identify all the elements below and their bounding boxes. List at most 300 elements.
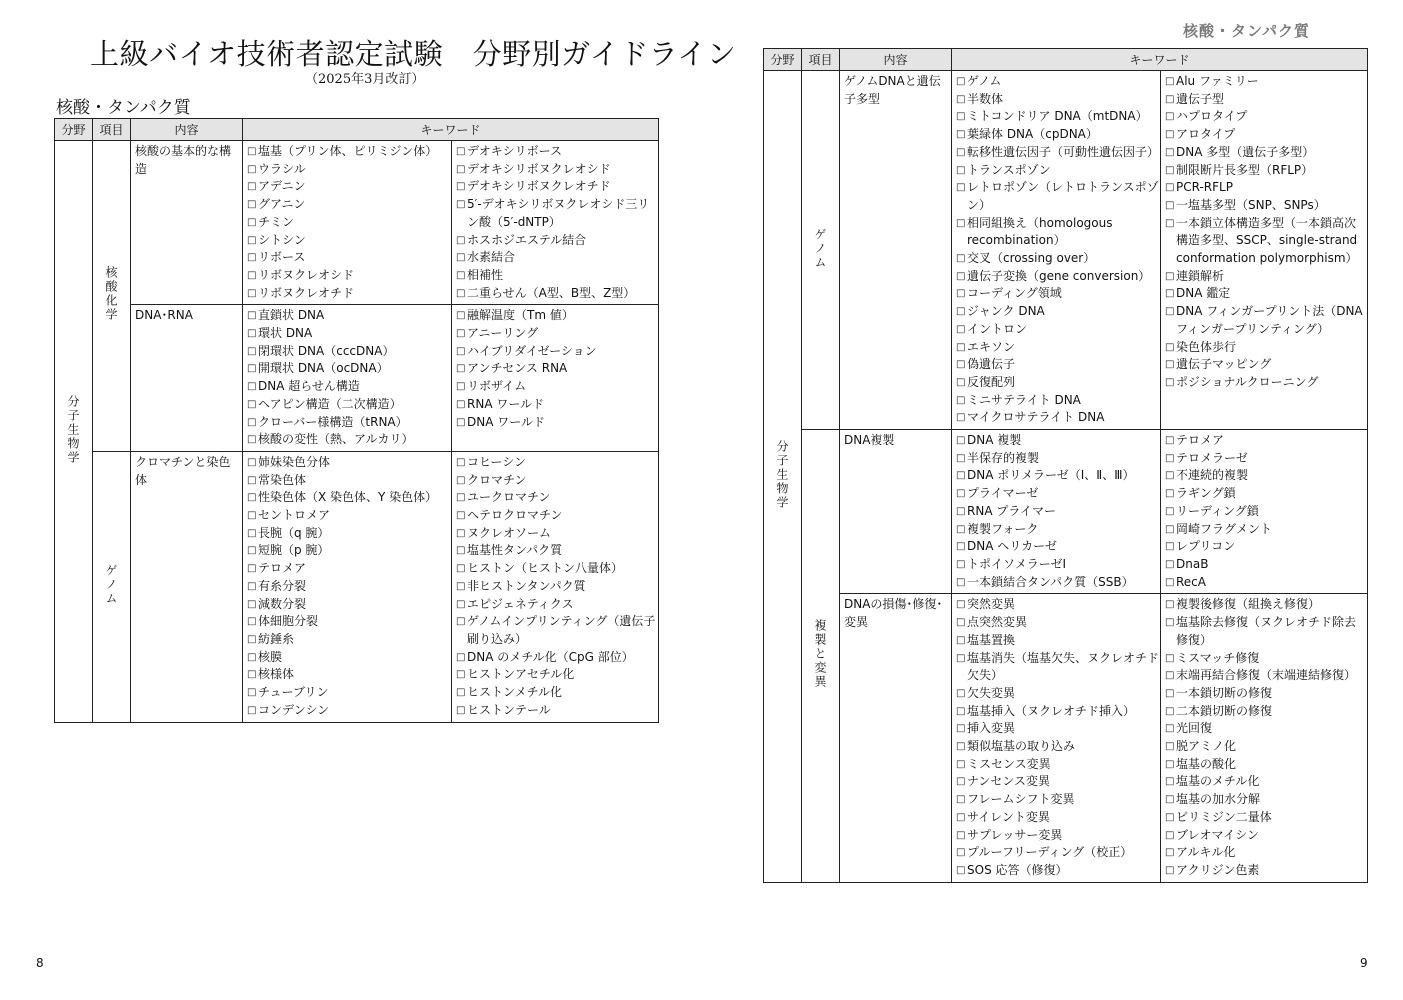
keyword-text: ヘアピン構造（二次構造） xyxy=(258,396,402,411)
keyword-text: 相同組換え（homologous recombination） xyxy=(967,215,1113,248)
keyword-item xyxy=(956,791,1160,809)
keyword-item xyxy=(247,472,451,490)
keyword-text: 交叉（crossing over） xyxy=(967,251,1096,266)
keyword-item xyxy=(1165,614,1367,649)
keyword-item xyxy=(247,578,451,596)
keyword-item xyxy=(1165,503,1367,521)
checkbox-icon: □ xyxy=(1165,146,1175,158)
checkbox-icon: □ xyxy=(456,474,466,486)
checkbox-icon: □ xyxy=(1165,811,1175,823)
keyword-text: 塩基（プリン体、ピリミジン体） xyxy=(258,144,438,158)
keyword-item xyxy=(1165,144,1367,162)
checkbox-icon: □ xyxy=(1165,470,1175,482)
keyword-item xyxy=(956,467,1160,485)
checkbox-icon: □ xyxy=(1165,670,1175,682)
checkbox-icon: □ xyxy=(956,829,966,841)
keyword-item xyxy=(247,702,451,720)
checkbox-icon: □ xyxy=(247,563,257,575)
checkbox-icon: □ xyxy=(456,510,466,522)
content-cell: DNAの損傷･修復･変異 xyxy=(840,594,952,882)
keyword-item xyxy=(1165,650,1367,668)
keyword-cell xyxy=(1161,594,1368,882)
keyword-text: エピジェネティクス xyxy=(467,596,574,611)
keyword-item xyxy=(247,232,451,250)
page-number-left: 8 xyxy=(36,956,44,970)
keyword-item xyxy=(1165,215,1367,268)
keyword-text: プライマーゼ xyxy=(967,486,1039,501)
checkbox-icon: □ xyxy=(1165,687,1175,699)
checkbox-icon: □ xyxy=(956,617,966,629)
keyword-text: マイクロサテライト DNA xyxy=(967,410,1105,425)
checkbox-icon: □ xyxy=(247,510,257,522)
keyword-cell xyxy=(452,451,659,722)
keyword-item xyxy=(956,844,1160,862)
checkbox-icon: □ xyxy=(1165,306,1175,318)
keyword-text: フレームシフト変異 xyxy=(967,792,1075,807)
keyword-cell xyxy=(952,594,1161,882)
checkbox-icon: □ xyxy=(1165,829,1175,841)
keyword-cell xyxy=(452,305,659,452)
keyword-item xyxy=(956,285,1160,303)
running-head: 核酸・タンパク質 xyxy=(1183,22,1310,40)
keyword-item xyxy=(956,556,1160,574)
keyword-item xyxy=(456,542,658,560)
keyword-text: DNA ポリメラーゼ（Ⅰ、Ⅱ、Ⅲ） xyxy=(967,468,1135,483)
keyword-item xyxy=(456,267,658,285)
keyword-item xyxy=(247,454,451,472)
keyword-text: エキソン xyxy=(967,339,1016,354)
keyword-text: 末端再結合修復（末端連結修復） xyxy=(1176,668,1357,683)
checkbox-icon: □ xyxy=(956,541,966,553)
checkbox-icon: □ xyxy=(956,359,966,371)
keyword-cell xyxy=(952,430,1161,594)
table-row xyxy=(55,141,659,305)
keyword-item xyxy=(1165,538,1367,556)
keyword-text: クローバー様構造（tRNA） xyxy=(258,414,408,429)
checkbox-icon: □ xyxy=(456,527,466,539)
keyword-text: DNA 超らせん構造 xyxy=(258,379,360,394)
keyword-text: コーディング領域 xyxy=(967,286,1062,301)
checkbox-icon: □ xyxy=(1165,93,1175,105)
keyword-text: リボース xyxy=(258,250,306,265)
keyword-item xyxy=(956,521,1160,539)
keyword-text: ヌクレオソーム xyxy=(467,525,552,540)
checkbox-icon: □ xyxy=(956,129,966,141)
keyword-item xyxy=(247,161,451,179)
keyword-item xyxy=(1165,756,1367,774)
keyword-text: サプレッサー変異 xyxy=(967,827,1063,842)
content-cell: 核酸の基本的な構造 xyxy=(131,141,243,305)
keyword-text: 点突然変異 xyxy=(967,615,1028,630)
keyword-text: ウラシル xyxy=(258,161,306,176)
keyword-item xyxy=(247,631,451,649)
checkbox-icon: □ xyxy=(456,669,466,681)
checkbox-icon: □ xyxy=(956,164,966,176)
keyword-item xyxy=(247,343,451,361)
keyword-item xyxy=(456,472,658,490)
keyword-item xyxy=(247,525,451,543)
checkbox-icon: □ xyxy=(456,545,466,557)
keyword-text: ヒストンテール xyxy=(467,702,551,717)
keyword-item xyxy=(247,649,451,667)
keyword-item xyxy=(1165,485,1367,503)
keyword-text: ユークロマチン xyxy=(467,490,551,505)
header-content: 内容 xyxy=(131,119,243,141)
keyword-text: ゲノム xyxy=(967,74,1002,88)
keyword-item xyxy=(956,356,1160,374)
checkbox-icon: □ xyxy=(1165,199,1175,211)
keyword-text: トポイソメラーゼⅠ xyxy=(967,556,1067,571)
keyword-text: アルキル化 xyxy=(1176,845,1236,860)
checkbox-icon: □ xyxy=(956,146,966,158)
keyword-text: 塩基の加水分解 xyxy=(1176,792,1261,807)
keyword-item xyxy=(247,542,451,560)
keyword-item xyxy=(1165,720,1367,738)
checkbox-icon: □ xyxy=(247,216,257,228)
keyword-text: デオキシリボース xyxy=(467,144,563,158)
item-cell xyxy=(93,451,131,722)
keyword-text: 塩基消失（塩基欠失、ヌクレオチド欠失） xyxy=(967,650,1160,683)
keyword-text: デオキシリボヌクレオチド xyxy=(467,179,611,194)
checkbox-icon: □ xyxy=(1165,359,1175,371)
keyword-item xyxy=(456,454,658,472)
checkbox-icon: □ xyxy=(956,323,966,335)
checkbox-icon: □ xyxy=(956,576,966,588)
keyword-text: テロメア xyxy=(258,561,307,576)
keyword-text: ヒストンアセチル化 xyxy=(467,667,575,682)
checkbox-icon: □ xyxy=(456,492,466,504)
keyword-item xyxy=(1165,703,1367,721)
keyword-item xyxy=(456,613,658,648)
keyword-item xyxy=(956,738,1160,756)
keyword-text: ホスホジエステル結合 xyxy=(467,232,587,247)
checkbox-icon: □ xyxy=(247,669,257,681)
checkbox-icon: □ xyxy=(956,76,966,87)
keyword-cell xyxy=(243,451,452,722)
header-field: 分野 xyxy=(764,49,802,71)
keyword-item xyxy=(1165,268,1367,286)
keyword-item xyxy=(1165,467,1367,485)
checkbox-icon: □ xyxy=(456,269,466,281)
keyword-item xyxy=(247,414,451,432)
keyword-item xyxy=(247,196,451,214)
keyword-text: グアニン xyxy=(258,197,306,212)
keyword-item xyxy=(956,108,1160,126)
keyword-text: 有糸分裂 xyxy=(258,578,307,593)
keyword-item xyxy=(956,538,1160,556)
keyword-text: 遺伝子マッピング xyxy=(1176,357,1272,372)
page-number-right: 9 xyxy=(1360,956,1368,970)
keyword-text: ミスマッチ修復 xyxy=(1176,650,1260,665)
keyword-text: 不連続的複製 xyxy=(1176,468,1249,483)
checkbox-icon: □ xyxy=(956,558,966,570)
content-cell: DNA･RNA xyxy=(131,305,243,452)
keyword-item xyxy=(456,360,658,378)
keyword-text: RNA プライマー xyxy=(967,503,1056,518)
checkbox-icon: □ xyxy=(1165,794,1175,806)
keyword-text: ヒストン（ヒストン八量体） xyxy=(467,561,624,576)
keyword-text: 塩基の酸化 xyxy=(1176,756,1237,771)
keyword-item xyxy=(456,507,658,525)
checkbox-icon: □ xyxy=(247,492,257,504)
checkbox-icon: □ xyxy=(456,580,466,592)
keyword-item xyxy=(1165,667,1367,685)
keyword-item xyxy=(247,666,451,684)
keyword-item xyxy=(1165,162,1367,180)
keyword-item xyxy=(1165,450,1367,468)
keyword-text: 遺伝子変換（gene conversion） xyxy=(967,268,1151,283)
keyword-item xyxy=(1165,356,1367,374)
field-cell xyxy=(55,141,93,723)
keyword-text: チューブリン xyxy=(258,685,329,700)
keyword-item xyxy=(456,560,658,578)
checkbox-icon: □ xyxy=(956,217,966,229)
checkbox-icon: □ xyxy=(1165,505,1175,517)
keyword-item xyxy=(247,613,451,631)
keyword-item xyxy=(247,596,451,614)
keyword-text: リボザイム xyxy=(467,379,527,394)
checkbox-icon: □ xyxy=(247,269,257,281)
keyword-cell xyxy=(243,141,452,305)
checkbox-icon: □ xyxy=(456,163,466,175)
keyword-item xyxy=(247,325,451,343)
keyword-text: 塩基挿入（ヌクレオチド挿入） xyxy=(967,703,1136,718)
checkbox-icon: □ xyxy=(456,234,466,246)
keyword-item xyxy=(1165,827,1367,845)
checkbox-icon: □ xyxy=(1165,452,1175,464)
keyword-text: 開環状 DNA（ocDNA） xyxy=(258,361,389,376)
keyword-text: テロメア xyxy=(1176,433,1225,448)
checkbox-icon: □ xyxy=(456,146,466,157)
keyword-item xyxy=(456,596,658,614)
keyword-text: 塩基除去修復（ヌクレオチド除去修復） xyxy=(1176,615,1357,647)
checkbox-icon: □ xyxy=(1165,270,1175,282)
checkbox-icon: □ xyxy=(1165,776,1175,788)
keyword-item xyxy=(956,179,1160,214)
keyword-item xyxy=(456,178,658,196)
page-title: 上級バイオ技術者認定試験 分野別ガイドライン xyxy=(90,37,737,71)
keyword-text: 染色体歩行 xyxy=(1176,339,1237,354)
keyword-item xyxy=(456,325,658,343)
keyword-text: ポジショナルクローニング xyxy=(1176,374,1319,389)
item-label: 核酸化学 xyxy=(104,266,118,323)
checkbox-icon: □ xyxy=(247,527,257,539)
keyword-text: 一本鎖立体構造多型（一本鎖高次構造多型、SSCP、single-strand conformation polymorphism） xyxy=(1176,215,1358,266)
keyword-text: DNA ワールド xyxy=(467,414,546,429)
keyword-item xyxy=(1165,791,1367,809)
keyword-item xyxy=(456,414,658,432)
checkbox-icon: □ xyxy=(456,328,466,340)
keyword-text: プルーフリーディング（校正） xyxy=(967,845,1133,860)
keyword-text: コヒーシン xyxy=(467,454,526,469)
keyword-item xyxy=(956,574,1160,592)
checkbox-icon: □ xyxy=(956,488,966,500)
keyword-item xyxy=(956,773,1160,791)
keyword-item xyxy=(247,396,451,414)
keyword-text: クロマチン xyxy=(467,472,527,487)
keyword-text: イントロン xyxy=(967,321,1028,336)
keyword-cell xyxy=(1161,71,1368,430)
keyword-text: 連鎖解析 xyxy=(1176,268,1225,283)
header-field: 分野 xyxy=(55,119,93,141)
keyword-text: セントロメア xyxy=(258,508,331,523)
keyword-item xyxy=(956,144,1160,162)
keyword-text: 複製後修復（組換え修復） xyxy=(1176,597,1321,612)
keyword-text: 核様体 xyxy=(258,667,295,682)
keyword-text: PCR-RFLP xyxy=(1176,180,1233,195)
keyword-item xyxy=(956,215,1160,250)
checkbox-icon: □ xyxy=(956,723,966,735)
checkbox-icon: □ xyxy=(1165,76,1175,87)
keyword-text: RecA xyxy=(1176,574,1206,589)
keyword-item xyxy=(956,862,1160,880)
keyword-text: 一本鎖結合タンパク質（SSB） xyxy=(967,574,1134,589)
keyword-item xyxy=(956,703,1160,721)
keyword-text: デオキシリボヌクレオシド xyxy=(467,161,611,176)
checkbox-icon: □ xyxy=(1165,558,1175,570)
checkbox-icon: □ xyxy=(956,452,966,464)
keyword-item xyxy=(956,450,1160,468)
item-cell xyxy=(802,430,840,883)
revision-note: （2025年3月改訂） xyxy=(305,72,425,87)
keyword-item xyxy=(956,596,1160,614)
keyword-item xyxy=(956,392,1160,410)
checkbox-icon: □ xyxy=(1165,652,1175,664)
keyword-item xyxy=(956,250,1160,268)
keyword-text: シトシン xyxy=(258,232,306,247)
checkbox-icon: □ xyxy=(956,794,966,806)
checkbox-icon: □ xyxy=(247,580,257,592)
checkbox-icon: □ xyxy=(456,310,466,322)
checkbox-icon: □ xyxy=(956,435,966,447)
keyword-item xyxy=(956,126,1160,144)
keyword-item xyxy=(456,232,658,250)
guideline-table-left xyxy=(54,118,659,723)
keyword-item xyxy=(456,525,658,543)
checkbox-icon: □ xyxy=(956,599,966,611)
checkbox-icon: □ xyxy=(956,687,966,699)
keyword-item xyxy=(247,285,451,303)
checkbox-icon: □ xyxy=(1165,617,1175,629)
keyword-cell xyxy=(452,141,659,305)
checkbox-icon: □ xyxy=(1165,288,1175,300)
checkbox-icon: □ xyxy=(456,416,466,428)
keyword-item xyxy=(1165,844,1367,862)
keyword-item xyxy=(956,432,1160,450)
keyword-text: 常染色体 xyxy=(258,472,307,487)
checkbox-icon: □ xyxy=(247,651,257,663)
checkbox-icon: □ xyxy=(1165,523,1175,535)
keyword-item xyxy=(1165,197,1367,215)
keyword-item xyxy=(1165,738,1367,756)
keyword-text: 反復配列 xyxy=(967,374,1016,389)
keyword-text: SOS 応答（修復） xyxy=(967,862,1068,877)
keyword-text: ヒストンメチル化 xyxy=(467,685,563,700)
keyword-text: DNA 複製 xyxy=(967,433,1022,448)
checkbox-icon: □ xyxy=(247,633,257,645)
keyword-item xyxy=(956,809,1160,827)
keyword-item xyxy=(247,360,451,378)
keyword-item xyxy=(956,756,1160,774)
checkbox-icon: □ xyxy=(956,652,966,664)
keyword-text: レプリコン xyxy=(1176,539,1236,554)
keyword-text: レトロポゾン（レトロトランスポゾン） xyxy=(967,180,1159,212)
checkbox-icon: □ xyxy=(247,434,257,446)
keyword-item xyxy=(456,143,658,161)
keyword-text: トランスポゾン xyxy=(967,162,1051,177)
keyword-text: 二本鎖切断の修復 xyxy=(1176,703,1273,718)
section-heading: 核酸・タンパク質 xyxy=(56,98,191,118)
keyword-text: 性染色体（X 染色体、Y 染色体） xyxy=(258,490,438,505)
keyword-text: サイレント変異 xyxy=(967,809,1050,824)
checkbox-icon: □ xyxy=(956,505,966,517)
keyword-text: DNA 多型（遺伝子多型） xyxy=(1176,144,1315,159)
keyword-item xyxy=(247,267,451,285)
keyword-item xyxy=(247,378,451,396)
checkbox-icon: □ xyxy=(456,687,466,699)
checkbox-icon: □ xyxy=(1165,741,1175,753)
keyword-text: リーディング鎖 xyxy=(1176,503,1259,518)
keyword-item xyxy=(956,374,1160,392)
content-cell: ゲノムDNAと遺伝子多型 xyxy=(840,71,952,430)
keyword-text: 水素結合 xyxy=(467,250,516,265)
keyword-text: 短腕（p 腕） xyxy=(258,543,330,558)
keyword-text: 紡錘糸 xyxy=(258,631,295,646)
checkbox-icon: □ xyxy=(956,270,966,282)
keyword-text: 長腕（q 腕） xyxy=(258,525,330,540)
checkbox-icon: □ xyxy=(456,398,466,410)
field-label: 分子生物学 xyxy=(775,439,789,510)
keyword-item xyxy=(1165,521,1367,539)
checkbox-icon: □ xyxy=(956,847,966,859)
keyword-item xyxy=(1165,339,1367,357)
keyword-item xyxy=(247,307,451,325)
keyword-text: アニーリング xyxy=(467,326,539,341)
keyword-item xyxy=(956,650,1160,685)
keyword-item xyxy=(1165,374,1367,392)
checkbox-icon: □ xyxy=(247,345,257,357)
keyword-item xyxy=(956,321,1160,339)
checkbox-icon: □ xyxy=(456,287,466,299)
keyword-text: ミニサテライト DNA xyxy=(967,392,1081,407)
checkbox-icon: □ xyxy=(456,704,466,716)
header-item: 項目 xyxy=(93,119,131,141)
checkbox-icon: □ xyxy=(456,616,466,628)
keyword-item xyxy=(1165,596,1367,614)
keyword-text: 欠失変異 xyxy=(967,685,1016,700)
keyword-text: 光回復 xyxy=(1176,721,1213,736)
keyword-item xyxy=(456,161,658,179)
checkbox-icon: □ xyxy=(456,181,466,193)
keyword-item xyxy=(456,396,658,414)
checkbox-icon: □ xyxy=(956,412,966,424)
keyword-text: ハプロタイプ xyxy=(1176,109,1248,124)
keyword-text: DNA 鑑定 xyxy=(1176,286,1231,301)
checkbox-icon: □ xyxy=(247,456,257,468)
checkbox-icon: □ xyxy=(956,288,966,300)
table-row xyxy=(55,305,659,452)
checkbox-icon: □ xyxy=(247,252,257,264)
content-cell: DNA複製 xyxy=(840,430,952,594)
checkbox-icon: □ xyxy=(956,811,966,823)
checkbox-icon: □ xyxy=(1165,217,1175,229)
checkbox-icon: □ xyxy=(456,598,466,610)
item-cell xyxy=(93,141,131,452)
table-row xyxy=(764,430,1368,594)
keyword-item xyxy=(1165,809,1367,827)
keyword-item xyxy=(247,143,451,161)
keyword-item xyxy=(956,614,1160,632)
